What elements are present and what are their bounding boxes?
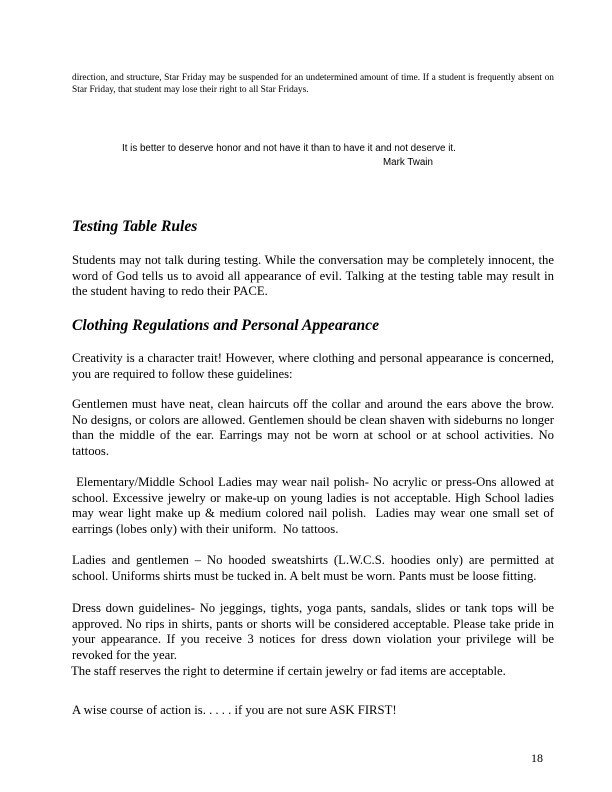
wise-course-paragraph: A wise course of action is. . . . . if you are not sure ASK FIRST! bbox=[72, 703, 397, 717]
testing-table-rules-paragraph: Students may not talk during testing. While the conversation may be completely innocent, the word of God tells us to avoid all appearance of evil. Talking at the testing table may result in the student having to redo their PACE. bbox=[72, 253, 554, 299]
ladies-guidelines-paragraph: Elementary/Middle School Ladies may wear nail polish- No acrylic or press-Ons allowed at school. Excessive jewelry or make-up on young ladies is not acceptable. High School ladies may wear light make up & medium colored nail polish. Ladies may wear one small set of earrings (lobes only) with their uniform. No tattoos. bbox=[72, 475, 558, 537]
ladies-and-gentlemen-paragraph: Ladies and gentlemen – No hooded sweatshirts (L.W.C.S. hoodies only) are permitted at school. Uniforms shirts must be tucked in. A belt must be worn. Pants must be loose fitting. bbox=[72, 553, 554, 583]
page-number: 18 bbox=[531, 751, 543, 765]
staff-reserves-right-paragraph: The staff reserves the right to determine if certain jewelry or fad items are acceptable. bbox=[71, 664, 506, 678]
continuation-paragraph: direction, and structure, Star Friday may be suspended for an undetermined amount of time. If a student is frequently absent on Star Friday, that student may lose their right to all Star Fridays. bbox=[72, 73, 554, 95]
section-heading-clothing-regulations: Clothing Regulations and Personal Appearance bbox=[72, 317, 380, 334]
clothing-intro-paragraph: Creativity is a character trait! However, where clothing and personal appearance is concerned, you are required to follow these guidelines: bbox=[72, 351, 554, 381]
quote-text: It is better to deserve honor and not have it than to have it and not deserve it. bbox=[122, 143, 456, 154]
gentlemen-guidelines-paragraph: Gentlemen must have neat, clean haircuts off the collar and around the ears above the brow. No designs, or colors are allowed. Gentlemen should be clean shaven with sideburns no longer than the middle of the ear. Earrings may not be worn at school or at school activities. No tattoos. bbox=[72, 397, 554, 459]
quote-author: Mark Twain bbox=[383, 157, 433, 168]
dress-down-guidelines-paragraph: Dress down guidelines- No jeggings, tights, yoga pants, sandals, slides or tank tops will be approved. No rips in shirts, pants or shorts will be considered acceptable. Please take pride in your appearance. If you receive 3 notices for dress down violation your privilege will be revoked for the year. bbox=[72, 601, 554, 663]
section-heading-testing-table-rules: Testing Table Rules bbox=[72, 218, 198, 235]
